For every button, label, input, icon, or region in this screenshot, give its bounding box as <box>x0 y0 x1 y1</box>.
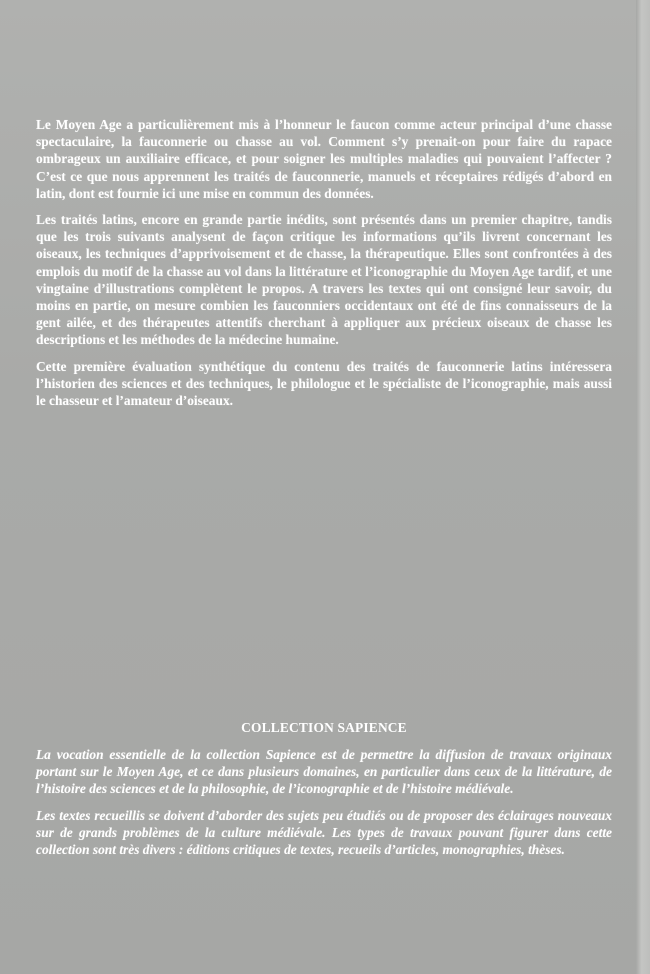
collection-paragraph-1: La vocation essentielle de la collection Sapience est de permettre la diffusion de travaux originaux portant sur le Moyen Age, et ce dans plusieurs domaines, en particulier dans ceux de la littérature, de l’histoire des sciences et de la philosophie, de l’iconographie et de l’histoire médiévale. <box>36 747 612 797</box>
back-cover-blurb <box>36 116 612 418</box>
collection-paragraph-2: Les textes recueillis se doivent d’aborder des sujets peu étudiés ou de proposer des éclairages nouveaux sur de grands problèmes de la culture médiévale. Les types de travaux pouvant figurer dans cette collection sont très divers : éditions critiques de textes, recueils d’articles, monographies, thèses. <box>36 807 612 858</box>
collection-section <box>36 720 612 867</box>
cover-edge <box>636 0 650 974</box>
blurb-paragraph-1: Le Moyen Age a particulièrement mis à l’honneur le faucon comme acteur principal d’une chasse spectaculaire, la fauconnerie ou chasse au vol. Comment s’y prenait-on pour faire du rapace ombrageux un auxiliaire efficace, et pour soigner les multiples maladies qui pouvaient l’affecter ? C’est ce que nous apprennent les traités de fauconnerie, manuels et réceptaires rédigés d’abord en latin, dont est fournie ici une mise en commun des données. <box>36 117 612 201</box>
blurb-paragraph-2: Les traités latins, encore en grande partie inédits, sont présentés dans un premier chapitre, tandis que les trois suivants analysent de façon critique les informations qu’ils livrent concernant les oiseaux, les techniques d’apprivoisement et de chasse, la thérapeutique. Elles sont confrontées à des emplois du motif de la chasse au vol dans la littérature et l’iconographie du Moyen Age tardif, et une vingtaine d’illustrations complètent le propos. A travers les textes qui ont consigné leur savoir, du moins en partie, on mesure combien les fauconniers occidentaux ont été de fins connaisseurs de la gent ailée, et des thérapeutes attentifs cherchant à appliquer aux précieux oiseaux de chasse les descriptions et les méthodes de la médecine humaine. <box>36 212 612 348</box>
blurb-paragraph-3: Cette première évaluation synthétique du contenu des traités de fauconnerie latins intéressera l’historien des sciences et des techniques, le philologue et le spécialiste de l’iconographie, mais aussi le chasseur et l’amateur d’oiseaux. <box>36 358 612 409</box>
collection-heading: COLLECTION SAPIENCE <box>241 720 407 735</box>
